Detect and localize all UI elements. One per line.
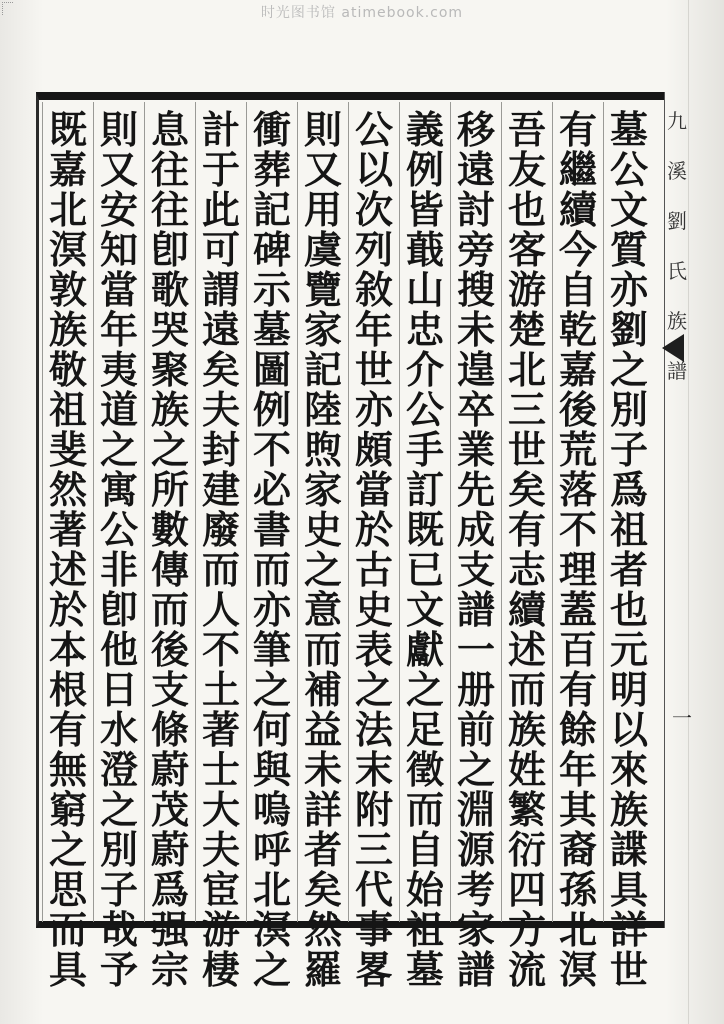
text-char: 謂: [201, 267, 240, 312]
text-char: 聚: [150, 347, 189, 392]
text-char: 衍: [507, 827, 546, 872]
text-column: [42, 102, 93, 992]
text-char: 百: [558, 627, 597, 672]
text-char: 廢: [201, 507, 240, 552]
text-char: 之: [99, 787, 138, 832]
text-char: 記: [303, 347, 342, 392]
text-char: 于: [201, 147, 240, 192]
text-char: 既: [405, 507, 444, 552]
text-char: 來: [609, 747, 648, 792]
text-char: 山: [405, 267, 444, 312]
text-char: 家: [303, 467, 342, 512]
text-char: 世: [609, 947, 648, 992]
text-char: 徵: [405, 747, 444, 792]
text-char: 嘉: [558, 347, 597, 392]
text-column: [348, 102, 399, 992]
text-column: [603, 102, 654, 992]
text-char: 矣: [201, 347, 240, 392]
text-char: 爲: [150, 867, 189, 912]
text-char: 獻: [405, 627, 444, 672]
text-char: 必: [252, 467, 291, 512]
text-char: 別: [609, 387, 648, 432]
text-char: 數: [150, 507, 189, 552]
text-char: 子: [609, 427, 648, 472]
text-char: 敬: [48, 347, 87, 392]
text-char: 蔚: [150, 747, 189, 792]
text-char: 而: [507, 667, 546, 712]
margin-title-char: 族: [667, 309, 687, 333]
text-char: 澄: [99, 747, 138, 792]
text-char: 之: [150, 427, 189, 472]
text-char: 流: [507, 947, 546, 992]
text-column: [297, 102, 348, 992]
text-char: 大: [201, 787, 240, 832]
text-char: 遠: [456, 147, 495, 192]
text-char: 始: [405, 867, 444, 912]
text-char: 古: [354, 547, 393, 592]
text-char: 今: [558, 227, 597, 272]
text-char: 乾: [558, 307, 597, 352]
text-char: 劉: [609, 307, 648, 352]
text-char: 游: [201, 907, 240, 952]
text-char: 他: [99, 627, 138, 672]
text-char: 忠: [405, 307, 444, 352]
text-char: 敦: [48, 267, 87, 312]
text-char: 之: [405, 667, 444, 712]
text-char: 介: [405, 347, 444, 392]
corner-mark: [2, 2, 13, 15]
text-char: 既: [48, 107, 87, 152]
text-char: 之: [252, 947, 291, 992]
text-char: 當: [354, 467, 393, 512]
text-char: 訂: [405, 467, 444, 512]
text-char: 其: [558, 787, 597, 832]
text-char: 之: [48, 827, 87, 872]
text-char: 遠: [201, 307, 240, 352]
text-char: 未: [303, 747, 342, 792]
text-char: 記: [252, 187, 291, 232]
text-char: 書: [252, 507, 291, 552]
text-char: 可: [201, 227, 240, 272]
text-char: 著: [201, 707, 240, 752]
text-char: 者: [609, 547, 648, 592]
text-char: 而: [48, 907, 87, 952]
text-char: 已: [405, 547, 444, 592]
text-char: 末: [354, 747, 393, 792]
text-char: 斐: [48, 427, 87, 472]
text-char: 之: [456, 747, 495, 792]
text-char: 年: [354, 307, 393, 352]
text-char: 本: [48, 627, 87, 672]
text-char: 意: [303, 587, 342, 632]
text-column: [450, 102, 501, 992]
text-char: 筆: [252, 627, 291, 672]
text-char: 不: [558, 507, 597, 552]
text-char: 表: [354, 627, 393, 672]
text-char: 之: [99, 427, 138, 472]
text-char: 支: [456, 547, 495, 592]
text-char: 呼: [252, 827, 291, 872]
text-char: 又: [99, 147, 138, 192]
text-char: 覽: [303, 267, 342, 312]
text-char: 代: [354, 867, 393, 912]
text-char: 詳: [303, 787, 342, 832]
margin-title-char: 溪: [667, 159, 687, 183]
fishtail-mark: [662, 334, 684, 362]
text-char: 哭: [150, 307, 189, 352]
text-char: 墓: [405, 947, 444, 992]
text-char: 矣: [303, 867, 342, 912]
text-char: 游: [507, 267, 546, 312]
text-char: 荒: [558, 427, 597, 472]
text-char: 而: [150, 587, 189, 632]
text-char: 年: [99, 307, 138, 352]
text-char: 後: [558, 387, 597, 432]
text-char: 述: [48, 547, 87, 592]
text-char: 封: [201, 427, 240, 472]
text-char: 手: [405, 427, 444, 472]
text-char: 北: [48, 187, 87, 232]
text-columns: [42, 102, 654, 992]
text-char: 具: [48, 947, 87, 992]
text-char: 衝: [252, 107, 291, 152]
text-char: 溟: [48, 227, 87, 272]
text-char: 羅: [303, 947, 342, 992]
text-char: 不: [201, 627, 240, 672]
text-char: 當: [99, 267, 138, 312]
text-char: 於: [48, 587, 87, 632]
text-column: [552, 102, 603, 992]
text-char: 元: [609, 627, 648, 672]
text-char: 蕺: [405, 227, 444, 272]
text-char: 思: [48, 867, 87, 912]
text-char: 碑: [252, 227, 291, 272]
text-char: 往: [150, 187, 189, 232]
text-char: 不: [252, 427, 291, 472]
text-column: [93, 102, 144, 992]
text-char: 補: [303, 667, 342, 712]
text-char: 道: [99, 387, 138, 432]
text-char: 畧: [354, 947, 393, 992]
text-char: 源: [456, 827, 495, 872]
text-column: [501, 102, 552, 992]
text-char: 史: [354, 587, 393, 632]
text-char: 有: [558, 667, 597, 712]
text-char: 淵: [456, 787, 495, 832]
text-char: 義: [405, 107, 444, 152]
text-char: 歌: [150, 267, 189, 312]
text-char: 公: [99, 507, 138, 552]
text-char: 之: [609, 347, 648, 392]
text-char: 强: [150, 907, 189, 952]
text-char: 亦: [252, 587, 291, 632]
text-column: [195, 102, 246, 992]
margin-title-char: 氏: [667, 259, 687, 283]
text-char: 明: [609, 667, 648, 712]
text-char: 宗: [150, 947, 189, 992]
text-char: 附: [354, 787, 393, 832]
text-char: 列: [354, 227, 393, 272]
text-char: 志: [507, 547, 546, 592]
text-char: 例: [252, 387, 291, 432]
text-char: 之: [354, 667, 393, 712]
text-char: 計: [201, 107, 240, 152]
text-char: 然: [303, 907, 342, 952]
margin-title-char: 劉: [667, 209, 687, 233]
text-char: 卽: [99, 587, 138, 632]
text-char: 後: [150, 627, 189, 672]
text-char: 之: [252, 667, 291, 712]
text-char: 討: [456, 187, 495, 232]
text-char: 考: [456, 867, 495, 912]
text-char: 具: [609, 867, 648, 912]
text-char: 譜: [456, 947, 495, 992]
text-char: 族: [609, 787, 648, 832]
text-char: 夫: [201, 387, 240, 432]
text-char: 祖: [48, 387, 87, 432]
text-char: 則: [303, 107, 342, 152]
text-char: 次: [354, 187, 393, 232]
text-char: 知: [99, 227, 138, 272]
text-char: 所: [150, 467, 189, 512]
text-char: 非: [99, 547, 138, 592]
text-char: 別: [99, 827, 138, 872]
text-char: 亦: [609, 267, 648, 312]
text-char: 成: [456, 507, 495, 552]
text-char: 繼: [558, 147, 597, 192]
text-char: 此: [201, 187, 240, 232]
text-char: 何: [252, 707, 291, 752]
text-char: 而: [405, 787, 444, 832]
text-char: 傳: [150, 547, 189, 592]
text-char: 根: [48, 667, 87, 712]
text-char: 哉: [99, 907, 138, 952]
text-char: 以: [609, 707, 648, 752]
text-char: 益: [303, 707, 342, 752]
text-char: 落: [558, 467, 597, 512]
text-char: 嘉: [48, 147, 87, 192]
text-char: 皆: [405, 187, 444, 232]
text-char: 蔚: [150, 827, 189, 872]
text-char: 而: [201, 547, 240, 592]
text-char: 往: [150, 147, 189, 192]
text-char: 法: [354, 707, 393, 752]
text-char: 一: [456, 627, 495, 672]
text-char: 有: [507, 507, 546, 552]
text-char: 日: [99, 667, 138, 712]
text-char: 嗚: [252, 787, 291, 832]
text-char: 有: [558, 107, 597, 152]
text-char: 又: [303, 147, 342, 192]
text-char: 煦: [303, 427, 342, 472]
text-char: 寓: [99, 467, 138, 512]
text-char: 諜: [609, 827, 648, 872]
text-char: 也: [507, 187, 546, 232]
text-char: 無: [48, 747, 87, 792]
text-char: 與: [252, 747, 291, 792]
text-char: 業: [456, 427, 495, 472]
text-char: 祖: [405, 907, 444, 952]
text-char: 示: [252, 267, 291, 312]
text-char: 圖: [252, 347, 291, 392]
text-char: 有: [48, 707, 87, 752]
text-char: 文: [405, 587, 444, 632]
text-char: 墓: [609, 107, 648, 152]
text-char: 也: [609, 587, 648, 632]
text-char: 公: [609, 147, 648, 192]
text-char: 北: [507, 347, 546, 392]
text-char: 虞: [303, 227, 342, 272]
text-char: 蓋: [558, 587, 597, 632]
text-char: 世: [507, 427, 546, 472]
text-char: 士: [201, 747, 240, 792]
text-char: 繁: [507, 787, 546, 832]
text-char: 楚: [507, 307, 546, 352]
text-char: 陸: [303, 387, 342, 432]
text-char: 友: [507, 147, 546, 192]
text-char: 棲: [201, 947, 240, 992]
text-char: 史: [303, 507, 342, 552]
text-char: 而: [252, 547, 291, 592]
text-char: 墓: [252, 307, 291, 352]
text-char: 旁: [456, 227, 495, 272]
text-char: 然: [48, 467, 87, 512]
text-char: 族: [150, 387, 189, 432]
text-char: 家: [303, 307, 342, 352]
text-char: 續: [558, 187, 597, 232]
text-char: 世: [354, 347, 393, 392]
text-char: 續: [507, 587, 546, 632]
text-char: 於: [354, 507, 393, 552]
text-char: 例: [405, 147, 444, 192]
text-char: 土: [201, 667, 240, 712]
text-char: 詳: [609, 907, 648, 952]
text-char: 條: [150, 707, 189, 752]
text-char: 北: [558, 907, 597, 952]
text-char: 自: [558, 267, 597, 312]
text-char: 前: [456, 707, 495, 752]
text-char: 著: [48, 507, 87, 552]
text-char: 頗: [354, 427, 393, 472]
text-char: 支: [150, 667, 189, 712]
text-char: 理: [558, 547, 597, 592]
text-char: 卽: [150, 227, 189, 272]
text-char: 質: [609, 227, 648, 272]
text-char: 四: [507, 867, 546, 912]
text-char: 祖: [609, 507, 648, 552]
text-char: 水: [99, 707, 138, 752]
text-char: 公: [405, 387, 444, 432]
text-char: 足: [405, 707, 444, 752]
text-char: 矣: [507, 467, 546, 512]
text-char: 子: [99, 867, 138, 912]
text-char: 餘: [558, 707, 597, 752]
text-char: 吾: [507, 107, 546, 152]
text-char: 茂: [150, 787, 189, 832]
text-char: 未: [456, 307, 495, 352]
text-char: 孫: [558, 867, 597, 912]
text-char: 族: [48, 307, 87, 352]
text-char: 安: [99, 187, 138, 232]
text-char: 者: [303, 827, 342, 872]
text-char: 溟: [558, 947, 597, 992]
text-char: 搜: [456, 267, 495, 312]
watermark: 时光图书馆 atimebook.com: [260, 5, 464, 21]
text-char: 北: [252, 867, 291, 912]
margin-title-char: 譜: [667, 359, 687, 383]
text-char: 述: [507, 627, 546, 672]
text-char: 人: [201, 587, 240, 632]
text-char: 自: [405, 827, 444, 872]
text-char: 則: [99, 107, 138, 152]
text-char: 息: [150, 107, 189, 152]
text-char: 册: [456, 667, 495, 712]
text-char: 夫: [201, 827, 240, 872]
text-char: 譜: [456, 587, 495, 632]
text-char: 建: [201, 467, 240, 512]
text-char: 用: [303, 187, 342, 232]
text-char: 方: [507, 907, 546, 952]
text-char: 家: [456, 907, 495, 952]
text-char: 移: [456, 107, 495, 152]
text-column: [399, 102, 450, 992]
text-char: 三: [354, 827, 393, 872]
text-char: 文: [609, 187, 648, 232]
text-char: 夷: [99, 347, 138, 392]
text-char: 事: [354, 907, 393, 952]
text-char: 客: [507, 227, 546, 272]
text-char: 公: [354, 107, 393, 152]
text-char: 三: [507, 387, 546, 432]
text-char: 年: [558, 747, 597, 792]
text-char: 卒: [456, 387, 495, 432]
text-char: 葬: [252, 147, 291, 192]
text-char: 先: [456, 467, 495, 512]
text-char: 裔: [558, 827, 597, 872]
folio-number: 一: [672, 706, 692, 730]
text-char: 之: [303, 547, 342, 592]
text-char: 而: [303, 627, 342, 672]
margin-title-char: 九: [667, 109, 687, 133]
text-char: 亦: [354, 387, 393, 432]
text-char: 敘: [354, 267, 393, 312]
text-char: 溟: [252, 907, 291, 952]
text-char: 族: [507, 707, 546, 752]
text-column: [246, 102, 297, 992]
text-char: 姓: [507, 747, 546, 792]
text-char: 爲: [609, 467, 648, 512]
text-char: 遑: [456, 347, 495, 392]
text-char: 以: [354, 147, 393, 192]
text-char: 予: [99, 947, 138, 992]
text-column: [144, 102, 195, 992]
text-char: 宦: [201, 867, 240, 912]
text-char: 窮: [48, 787, 87, 832]
